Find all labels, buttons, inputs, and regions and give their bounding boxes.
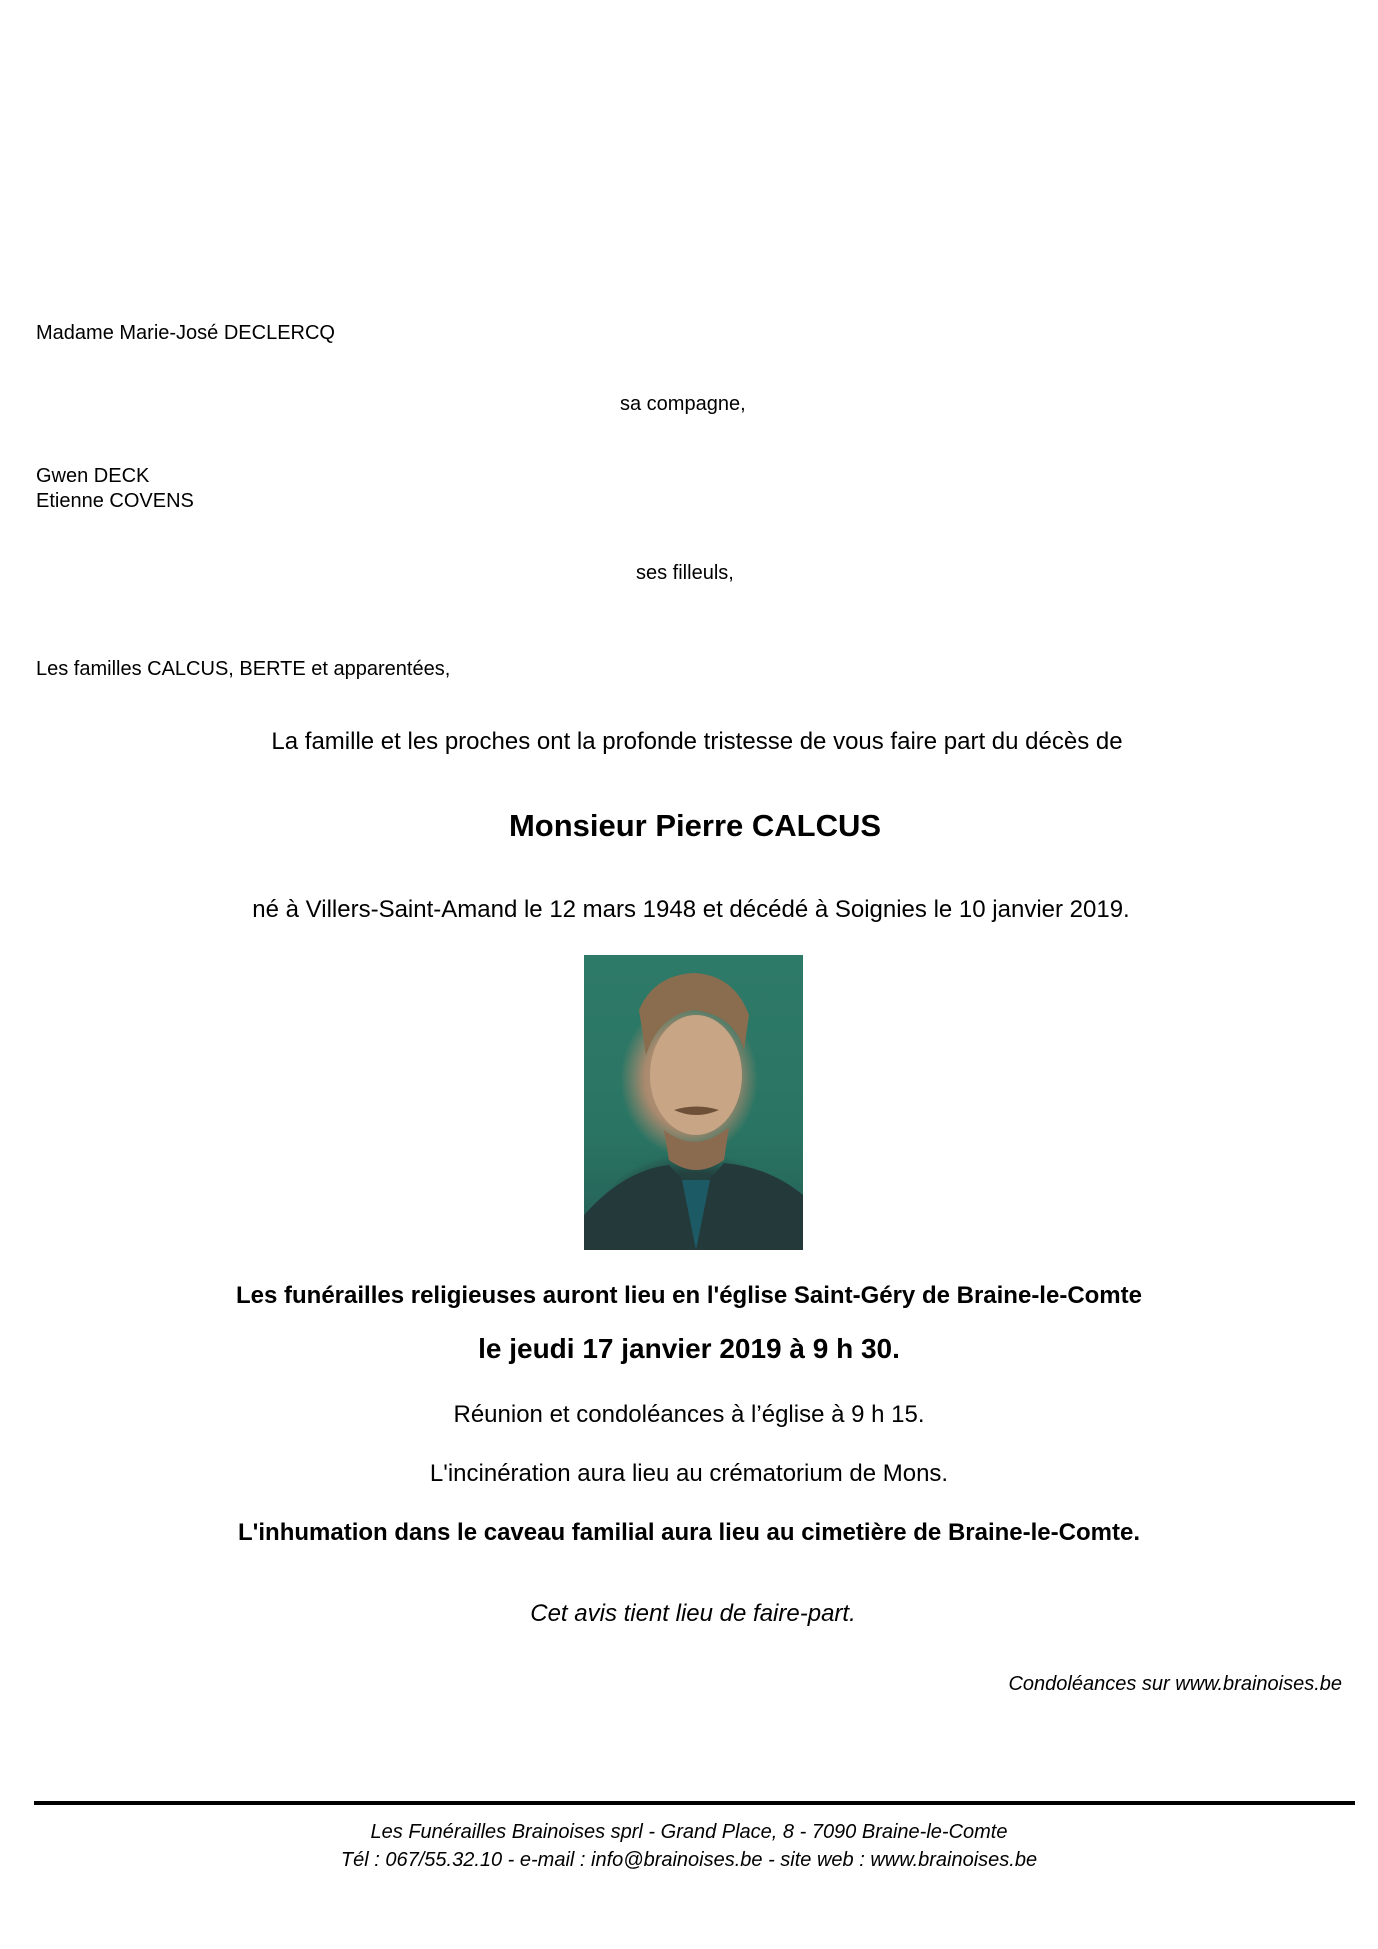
cremation-info: L'incinération aura lieu au crématorium de Mons.: [429, 1460, 949, 1487]
notice-line: Cet avis tient lieu de faire-part.: [530, 1600, 856, 1627]
condolences-link[interactable]: Condoléances sur www.brainoises.be: [1008, 1673, 1342, 1695]
funeral-place: Les funérailles religieuses auront lieu en l'église Saint-Géry de Braine-le-Comte: [236, 1282, 1142, 1309]
deceased-name: Monsieur Pierre CALCUS: [508, 808, 882, 843]
gathering-info: Réunion et condoléances à l’église à 9 h 15.: [453, 1401, 925, 1428]
partner-relation: sa compagne,: [620, 393, 746, 415]
footer-address: Les Funérailles Brainoises sprl - Grand Place, 8 - 7090 Braine-le-Comte: [370, 1821, 1008, 1843]
footer-divider: [34, 1801, 1355, 1805]
portrait-photo: [584, 955, 803, 1250]
godchild-name: Etienne COVENS: [36, 490, 194, 512]
announcement-intro: La famille et les proches ont la profonde tristesse de vous faire part du décès de: [271, 728, 1123, 755]
funeral-date: le jeudi 17 janvier 2019 à 9 h 30.: [478, 1333, 900, 1364]
godchildren-relation: ses filleuls,: [636, 562, 734, 584]
burial-info: L'inhumation dans le caveau familial aura lieu au cimetière de Braine-le-Comte.: [238, 1519, 1140, 1546]
portrait-image-icon: [584, 955, 803, 1250]
godchild-name: Gwen DECK: [36, 465, 150, 487]
footer-contact: Tél : 067/55.32.10 - e-mail : info@brainoises.be - site web : www.brainoises.be: [340, 1849, 1038, 1871]
partner-name: Madame Marie-José DECLERCQ: [36, 322, 335, 344]
birth-death-line: né à Villers-Saint-Amand le 12 mars 1948 et décédé à Soignies le 10 janvier 2019.: [252, 896, 1130, 923]
families-line: Les familles CALCUS, BERTE et apparentées,: [36, 658, 451, 680]
